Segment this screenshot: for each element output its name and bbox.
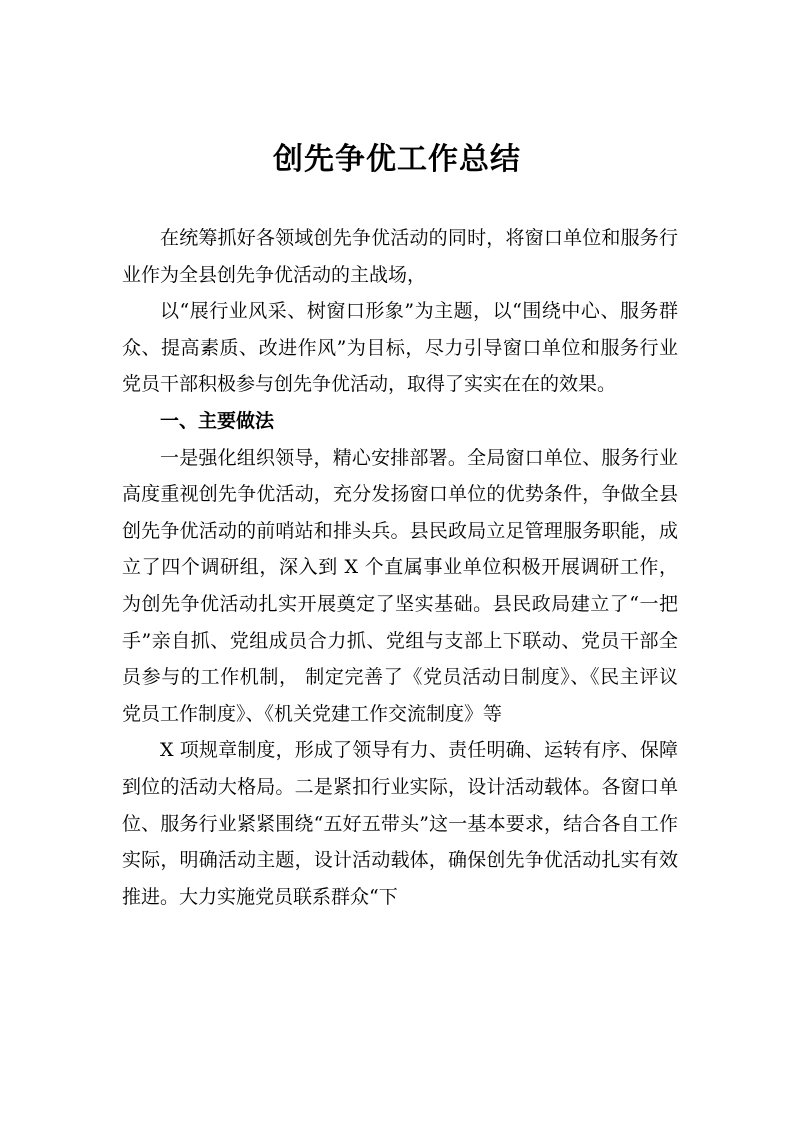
paragraph-intro: 在统筹抓好各领域创先争优活动的同时，将窗口单位和服务行业作为全县创先争优活动的主战场， xyxy=(122,227,678,286)
document-title: 创先争优工作总结 xyxy=(273,142,521,177)
section-heading: 一、主要做法 xyxy=(160,409,275,432)
paragraph-regulations: X 项规章制度，形成了领导有力、责任明确、运转有序、保障到位的活动大格局。二是紧扣行业实际，设计活动载体。各窗口单位、服务行业紧紧围绕“五好五带头”这一基本要求，结合各自工作实际，明确活动主题，设计活动载体，确保创先争优活动扎实有效推进。大力实施党员联系群众“下 xyxy=(122,739,678,908)
document-body xyxy=(122,220,678,915)
paragraph-organization: 一是强化组织领导，精心安排部署。全局窗口单位、服务行业高度重视创先争优活动，充分发扬窗口单位的优势条件，争做全县创先争优活动的前哨站和排头兵。县民政局立足管理服务职能，成立了四个调研组，深入到 X 个直属事业单位积极开展调研工作，为创先争优活动扎实开展奠定了坚实基础。县民政局建立了“一把手”亲自抓、党组成员合力抓、党组与支部上下联动、党员干部全员参与的工作机制， 制定完善了《党员活动日制度》、《民主评议党员工作制度》、《机关党建工作交流制度》等 xyxy=(122,446,678,725)
paragraph-theme: 以“展行业风采、树窗口形象”为主题，以“围绕中心、服务群众、提高素质、改进作风”为目标，尽力引导窗口单位和服务行业党员干部积极参与创先争优活动，取得了实实在在的效果。 xyxy=(122,300,678,396)
